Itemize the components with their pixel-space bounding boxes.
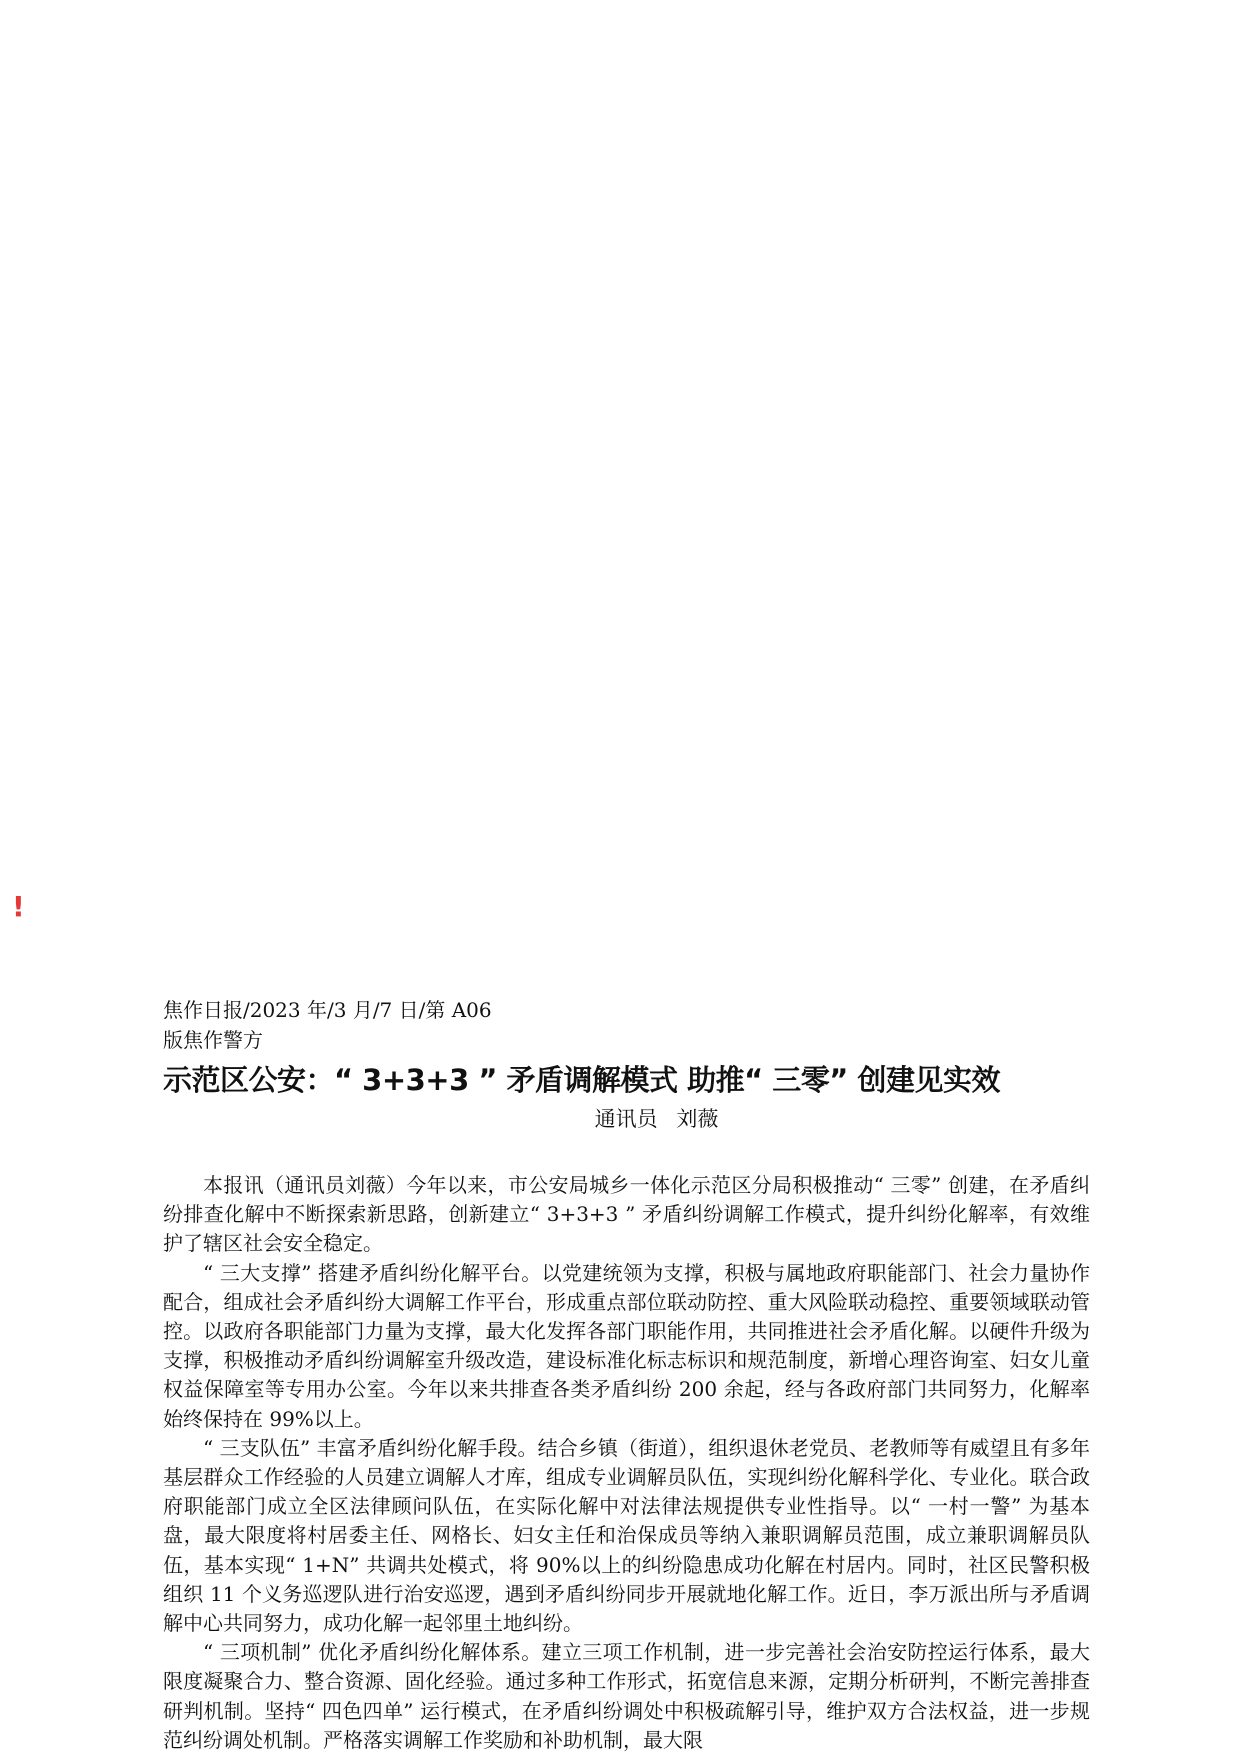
article-headline: 示范区公安：“ 3+3+3 ” 矛盾调解模式 助推“ 三零” 创建见实效 bbox=[163, 1063, 1000, 1097]
source-line-2: 版焦作警方 bbox=[163, 1028, 263, 1052]
source-line-1: 焦作日报/2023 年/3 月/7 日/第 A06 bbox=[163, 998, 492, 1022]
paragraph-intro: 本报讯（通讯员刘薇）今年以来，市公安局城乡一体化示范区分局积极推动“ 三零” 创建，在矛盾纠纷排查化解中不断探索新思路，创新建立“ 3+3+3 ” 矛盾纠纷调解工作模式，提升纠纷化解率，有效维护了辖区社会安全稳定。 bbox=[163, 1173, 1090, 1256]
paragraph-three-mechanisms: “ 三项机制” 优化矛盾纠纷化解体系。建立三项工作机制，进一步完善社会治安防控运行体系，最大限度凝聚合力、整合资源、固化经验。通过多种工作形式，拓宽信息来源，定期分析研判，不断完善排查研判机制。坚持“ 四色四单” 运行模式，在矛盾纠纷调处中积极疏解引导，维护双方合法权益，进一步规范纠纷调处机制。严格落实调解工作奖励和补助机制，最大限 bbox=[163, 1640, 1090, 1752]
article-body bbox=[163, 1171, 1090, 1755]
article-byline: 通讯员 刘薇 bbox=[594, 1107, 719, 1131]
paragraph-three-supports: “ 三大支撑” 搭建矛盾纠纷化解平台。以党建统领为支撑，积极与属地政府职能部门、社会力量协作配合，组成社会矛盾纠纷大调解工作平台，形成重点部位联动防控、重大风险联动稳控、重要领域联动管控。以政府各职能部门力量为支撑，最大化发挥各部门职能作用，共同推进社会矛盾化解。以硬件升级为支撑，积极推动矛盾纠纷调解室升级改造，建设标准化标志标识和规范制度，新增心理咨询室、妇女儿童权益保障室等专用办公室。今年以来共排查各类矛盾纠纷 200 余起，经与各政府部门共同努力，化解率始终保持在 99%以上。 bbox=[163, 1260, 1090, 1431]
exclamation-mark: ! bbox=[12, 890, 25, 923]
article bbox=[163, 995, 1090, 1755]
paragraph-three-teams: “ 三支队伍” 丰富矛盾纠纷化解手段。结合乡镇（街道），组织退休老党员、老教师等有威望且有多年基层群众工作经验的人员建立调解人才库，组成专业调解员队伍，实现纠纷化解科学化、专业化。联合政府职能部门成立全区法律顾问队伍，在实际化解中对法律法规提供专业性指导。以“ 一村一警” 为基本盘，最大限度将村居委主任、网格长、妇女主任和治保成员等纳入兼职调解员范围，成立兼职调解员队伍，基本实现“ 1+N” 共调共处模式，将 90%以上的纠纷隐患成功化解在村居内。同时，社区民警积极组织 11 个义务巡逻队进行治安巡逻，遇到矛盾纠纷同步开展就地化解工作。近日，李万派出所与矛盾调解中心共同努力，成功化解一起邻里土地纠纷。 bbox=[163, 1435, 1090, 1636]
